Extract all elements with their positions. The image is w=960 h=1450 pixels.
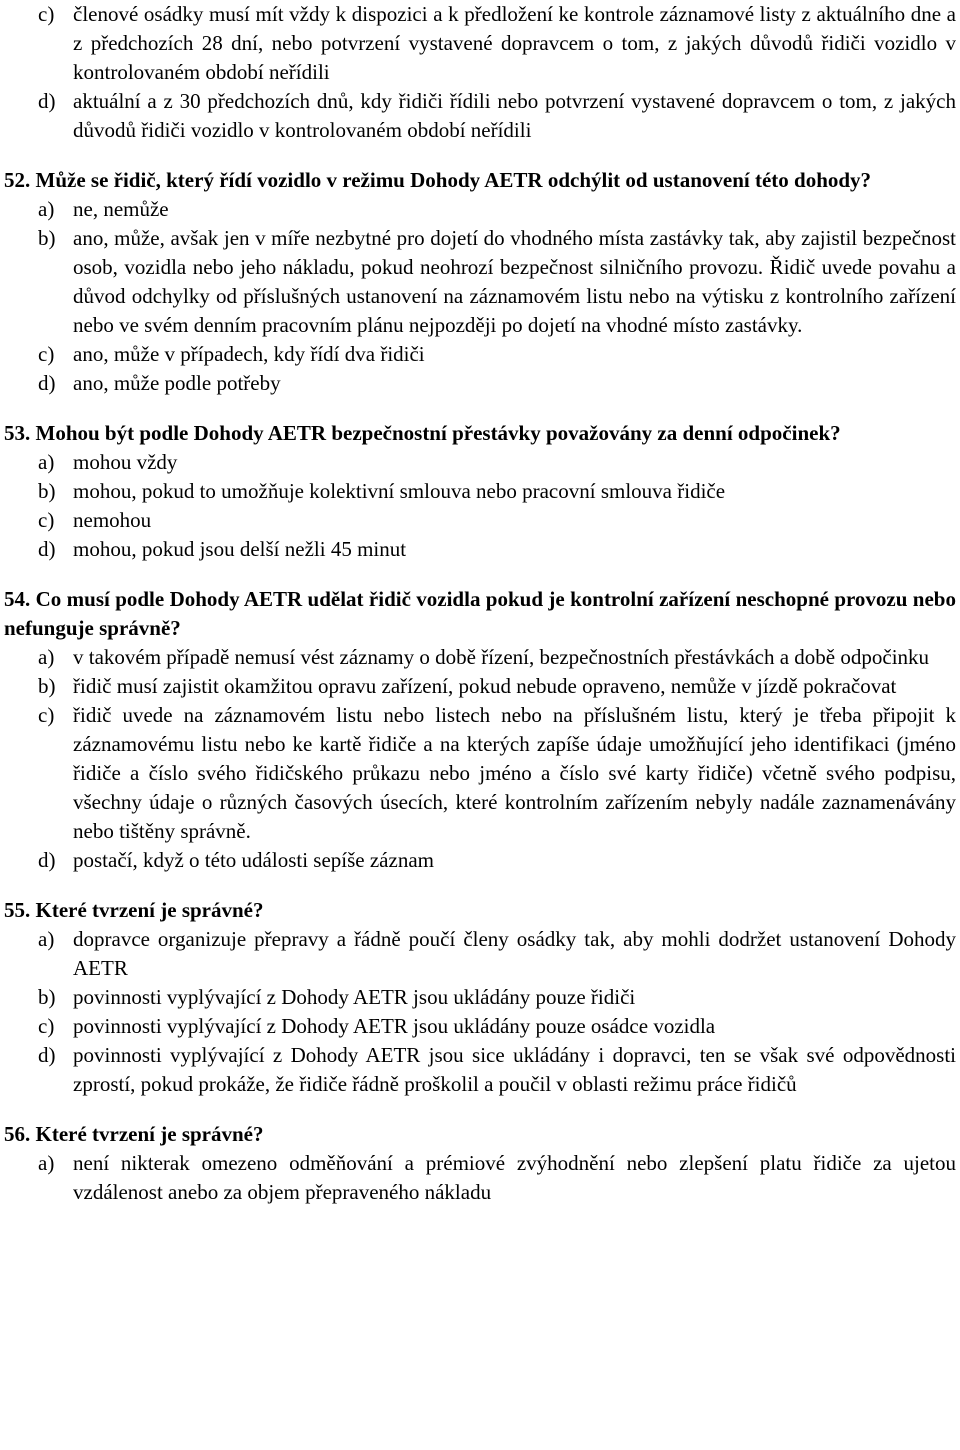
answer-text: členové osádky musí mít vždy k dispozici a k předložení ke kontrole záznamové listy z aktuálního dne a z předchozích 28 dní, nebo potvrzení vystavené dopravcem o tom, z jakých důvodů řidiči vozidlo v kontrolovaném období neřídili — [73, 2, 956, 84]
spacer — [4, 1099, 956, 1120]
question-54 — [4, 585, 956, 875]
question-heading: 52. Může se řidič, který řídí vozidlo v režimu Dohody AETR odchýlit od ustanovení této dohody? — [4, 168, 872, 192]
answer-c — [4, 506, 956, 535]
answer-c — [4, 340, 956, 369]
question-51-continuation — [4, 0, 956, 145]
answer-a — [4, 643, 956, 672]
answer-d — [4, 535, 956, 564]
answer-letter: b) — [38, 479, 56, 503]
answer-letter: d) — [38, 848, 56, 872]
answer-c — [4, 0, 956, 87]
spacer — [4, 145, 956, 166]
answer-text: řidič musí zajistit okamžitou opravu zařízení, pokud nebude opraveno, nemůže v jízdě pokračovat — [73, 674, 897, 698]
answer-text: mohou, pokud jsou delší nežli 45 minut — [73, 537, 407, 561]
answer-b — [4, 224, 956, 340]
answer-b — [4, 672, 956, 701]
answer-text: ano, může podle potřeby — [73, 371, 281, 395]
answer-b — [4, 477, 956, 506]
question-heading: 56. Které tvrzení je správné? — [4, 1122, 264, 1146]
answer-text: ano, může v případech, kdy řídí dva řidiči — [73, 342, 425, 366]
answer-letter: c) — [38, 508, 55, 532]
question-53 — [4, 419, 956, 564]
answer-letter: d) — [38, 537, 56, 561]
answer-text: řidič uvede na záznamovém listu nebo listech nebo na příslušném listu, který je třeba připojit k záznamovému listu nebo ke kartě řidiče a na kterých zapíše údaje umožňující jeho identifikaci (jméno řidiče a číslo svého řidičského průkazu nebo jméno a číslo své karty řidiče) včetně svého podpisu, všechny údaje o různých časových úsecích, které kontrolním zařízením nebyly nadále zaznamenávány nebo tištěny správně. — [73, 703, 956, 843]
answer-d — [4, 87, 956, 145]
answer-d — [4, 1041, 956, 1099]
answer-letter: a) — [38, 1151, 55, 1175]
answer-b — [4, 983, 956, 1012]
answer-text: povinnosti vyplývající z Dohody AETR jsou sice ukládány i dopravci, ten se však své odpovědnosti zprostí, pokud prokáže, že řidiče řádně proškolil a poučil v oblasti režimu práce řidičů — [73, 1043, 956, 1096]
answer-letter: d) — [38, 1043, 56, 1067]
answer-text: nemohou — [73, 508, 152, 532]
answer-a — [4, 925, 956, 983]
question-heading: 55. Které tvrzení je správné? — [4, 898, 264, 922]
answer-letter: b) — [38, 985, 56, 1009]
answer-text: povinnosti vyplývající z Dohody AETR jsou ukládány pouze osádce vozidla — [73, 1014, 716, 1038]
spacer — [4, 875, 956, 896]
answer-text: mohou, pokud to umožňuje kolektivní smlouva nebo pracovní smlouva řidiče — [73, 479, 726, 503]
answer-d — [4, 846, 956, 875]
answer-letter: c) — [38, 342, 55, 366]
question-heading: 54. Co musí podle Dohody AETR udělat řidič vozidla pokud je kontrolní zařízení neschopné provozu nebo nefunguje správně? — [4, 587, 956, 640]
answer-letter: a) — [38, 450, 55, 474]
answer-text: ano, může, avšak jen v míře nezbytné pro dojetí do vhodného místa zastávky tak, aby zajistil bezpečnost osob, vozidla nebo jeho nákladu, pokud neohrozí bezpečnost silničního provozu. Řidič uvede povahu a důvod odchylky od příslušných ustanovení na záznamovém listu nebo na výtisku z kontrolního zařízení nebo ve svém denním pracovním plánu nejpozději po dojetí na vhodné místo zastávky. — [73, 226, 956, 337]
question-55 — [4, 896, 956, 1099]
answer-text: postačí, když o této události sepíše záznam — [73, 848, 434, 872]
answer-text: povinnosti vyplývající z Dohody AETR jsou ukládány pouze řidiči — [73, 985, 636, 1009]
answer-letter: d) — [38, 89, 56, 113]
answer-c — [4, 701, 956, 846]
answer-letter: a) — [38, 197, 55, 221]
question-heading: 53. Mohou být podle Dohody AETR bezpečnostní přestávky považovány za denní odpočinek? — [4, 421, 841, 445]
answer-text: mohou vždy — [73, 450, 178, 474]
answer-c — [4, 1012, 956, 1041]
answer-d — [4, 369, 956, 398]
answer-letter: a) — [38, 645, 55, 669]
answer-text: v takovém případě nemusí vést záznamy o době řízení, bezpečnostních přestávkách a době odpočinku — [73, 645, 930, 669]
answer-letter: c) — [38, 2, 55, 26]
answer-text: aktuální a z 30 předchozích dnů, kdy řidiči řídili nebo potvrzení vystavené dopravcem o tom, z jakých důvodů řidiči vozidlo v kontrolovaném období neřídili — [73, 89, 956, 142]
answer-letter: c) — [38, 1014, 55, 1038]
question-56 — [4, 1120, 956, 1207]
answer-letter: a) — [38, 927, 55, 951]
spacer — [4, 398, 956, 419]
answer-letter: b) — [38, 674, 56, 698]
answer-letter: d) — [38, 371, 56, 395]
answer-text: ne, nemůže — [73, 197, 169, 221]
answer-a — [4, 1149, 956, 1207]
answer-text: dopravce organizuje přepravy a řádně poučí členy osádky tak, aby mohli dodržet ustanovení Dohody AETR — [73, 927, 956, 980]
question-52 — [4, 166, 956, 398]
answer-letter: c) — [38, 703, 55, 727]
answer-a — [4, 195, 956, 224]
answer-a — [4, 448, 956, 477]
answer-text: není nikterak omezeno odměňování a prémiové zvýhodnění nebo zlepšení platu řidiče za ujetou vzdálenost anebo za objem přepraveného nákladu — [73, 1151, 956, 1204]
spacer — [4, 564, 956, 585]
answer-letter: b) — [38, 226, 56, 250]
